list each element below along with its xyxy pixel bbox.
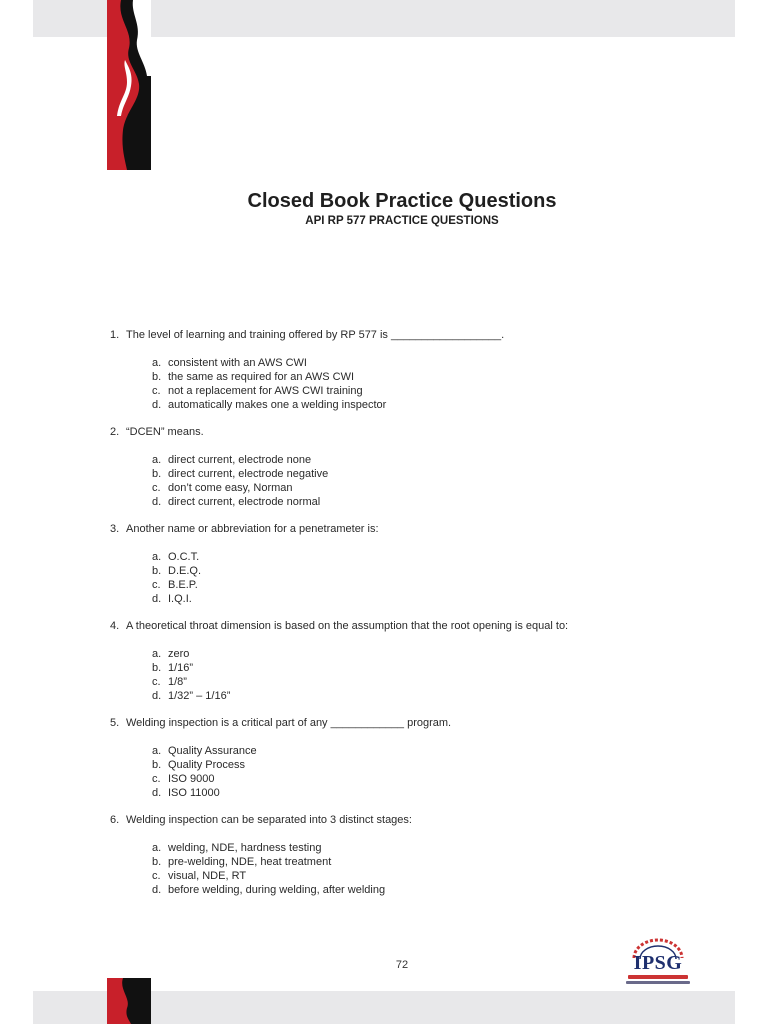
option-item xyxy=(152,564,670,578)
option-item xyxy=(152,592,670,606)
page-title: Closed Book Practice Questions xyxy=(247,190,557,212)
option-letter: d. xyxy=(152,884,162,896)
option-item xyxy=(152,786,670,800)
option-list xyxy=(152,744,670,800)
option-text: don’t come easy, Norman xyxy=(168,482,293,494)
option-letter: b. xyxy=(152,856,162,868)
question-text xyxy=(110,425,670,439)
option-text: 1/32” – 1/16” xyxy=(168,690,231,702)
question-number: 1. xyxy=(110,329,120,341)
option-text: pre-welding, NDE, heat treatment xyxy=(168,856,332,868)
option-letter: d. xyxy=(152,496,162,508)
logo-caption-bar xyxy=(626,981,690,984)
option-letter: c. xyxy=(152,482,161,494)
option-text: Quality Assurance xyxy=(168,745,257,757)
option-text: ISO 9000 xyxy=(168,773,215,785)
question-stem: The level of learning and training offered by RP 577 is __________________. xyxy=(126,329,505,341)
option-item xyxy=(152,661,670,675)
option-text: I.Q.I. xyxy=(168,593,192,605)
option-text: direct current, electrode negative xyxy=(168,468,329,480)
option-item xyxy=(152,578,670,592)
option-text: B.E.P. xyxy=(168,579,198,591)
option-item xyxy=(152,481,670,495)
option-item xyxy=(152,370,670,384)
option-text: direct current, electrode normal xyxy=(168,496,321,508)
option-letter: c. xyxy=(152,870,161,882)
question-stem: Welding inspection can be separated into 3 distinct stages: xyxy=(126,814,412,826)
option-text: Quality Process xyxy=(168,759,246,771)
question-stem: Another name or abbreviation for a penetrameter is: xyxy=(126,523,379,535)
option-letter: b. xyxy=(152,759,162,771)
question-item xyxy=(110,716,670,800)
option-item xyxy=(152,495,670,509)
option-item xyxy=(152,883,670,897)
question-number: 4. xyxy=(110,620,120,632)
option-text: 1/8” xyxy=(168,676,187,688)
page-number: 72 xyxy=(395,959,409,971)
question-stem: “DCEN” means. xyxy=(126,426,204,438)
logo-text: IPSG xyxy=(633,952,683,974)
option-letter: c. xyxy=(152,773,161,785)
option-text: visual, NDE, RT xyxy=(168,870,247,882)
question-list xyxy=(110,328,670,910)
option-item xyxy=(152,398,670,412)
question-text xyxy=(110,716,670,730)
ipsg-logo-icon xyxy=(622,936,694,990)
question-item xyxy=(110,328,670,412)
option-text: O.C.T. xyxy=(168,551,200,563)
flame-ribbon-icon xyxy=(107,0,151,170)
option-text: welding, NDE, hardness testing xyxy=(168,842,322,854)
option-text: direct current, electrode none xyxy=(168,454,312,466)
question-stem: A theoretical throat dimension is based on the assumption that the root opening is equal to: xyxy=(126,620,569,632)
option-text: 1/16” xyxy=(168,662,194,674)
question-text xyxy=(110,813,670,827)
option-letter: b. xyxy=(152,371,162,383)
option-item xyxy=(152,550,670,564)
question-number: 2. xyxy=(110,426,120,438)
question-text xyxy=(110,522,670,536)
option-text: D.E.Q. xyxy=(168,565,202,577)
option-item xyxy=(152,758,670,772)
option-list xyxy=(152,647,670,703)
logo-banner xyxy=(628,975,688,979)
option-item xyxy=(152,384,670,398)
option-list xyxy=(152,356,670,412)
option-letter: c. xyxy=(152,579,161,591)
option-item xyxy=(152,689,670,703)
option-item xyxy=(152,772,670,786)
question-item xyxy=(110,619,670,703)
option-item xyxy=(152,453,670,467)
question-number: 6. xyxy=(110,814,120,826)
option-item xyxy=(152,744,670,758)
option-letter: a. xyxy=(152,454,162,466)
flame-ribbon-icon xyxy=(107,978,151,1024)
option-letter: a. xyxy=(152,745,162,757)
option-item xyxy=(152,855,670,869)
option-letter: a. xyxy=(152,648,162,660)
option-letter: b. xyxy=(152,662,162,674)
question-text xyxy=(110,619,670,633)
question-number: 3. xyxy=(110,523,120,535)
option-letter: a. xyxy=(152,357,162,369)
option-list xyxy=(152,453,670,509)
question-number: 5. xyxy=(110,717,120,729)
question-item xyxy=(110,425,670,509)
option-letter: d. xyxy=(152,593,162,605)
option-text: before welding, during welding, after welding xyxy=(168,884,386,896)
option-letter: a. xyxy=(152,551,162,563)
option-text: automatically makes one a welding inspector xyxy=(168,399,387,411)
option-list xyxy=(152,841,670,897)
page-subtitle: API RP 577 PRACTICE QUESTIONS xyxy=(305,215,499,227)
option-text: the same as required for an AWS CWI xyxy=(168,371,355,383)
question-item xyxy=(110,813,670,897)
option-text: ISO 11000 xyxy=(168,787,220,799)
option-letter: a. xyxy=(152,842,162,854)
option-letter: d. xyxy=(152,787,162,799)
option-item xyxy=(152,467,670,481)
option-letter: c. xyxy=(152,676,161,688)
option-letter: d. xyxy=(152,399,162,411)
option-letter: c. xyxy=(152,385,161,397)
option-letter: b. xyxy=(152,565,162,577)
option-item xyxy=(152,675,670,689)
option-list xyxy=(152,550,670,606)
question-stem: Welding inspection is a critical part of any ____________ program. xyxy=(126,717,452,729)
option-item xyxy=(152,647,670,661)
option-text: consistent with an AWS CWI xyxy=(168,357,307,369)
option-text: zero xyxy=(168,648,190,660)
option-item xyxy=(152,841,670,855)
question-text xyxy=(110,328,670,342)
question-item xyxy=(110,522,670,606)
option-letter: d. xyxy=(152,690,162,702)
option-letter: b. xyxy=(152,468,162,480)
option-item xyxy=(152,356,670,370)
option-item xyxy=(152,869,670,883)
option-text: not a replacement for AWS CWI training xyxy=(168,385,363,397)
